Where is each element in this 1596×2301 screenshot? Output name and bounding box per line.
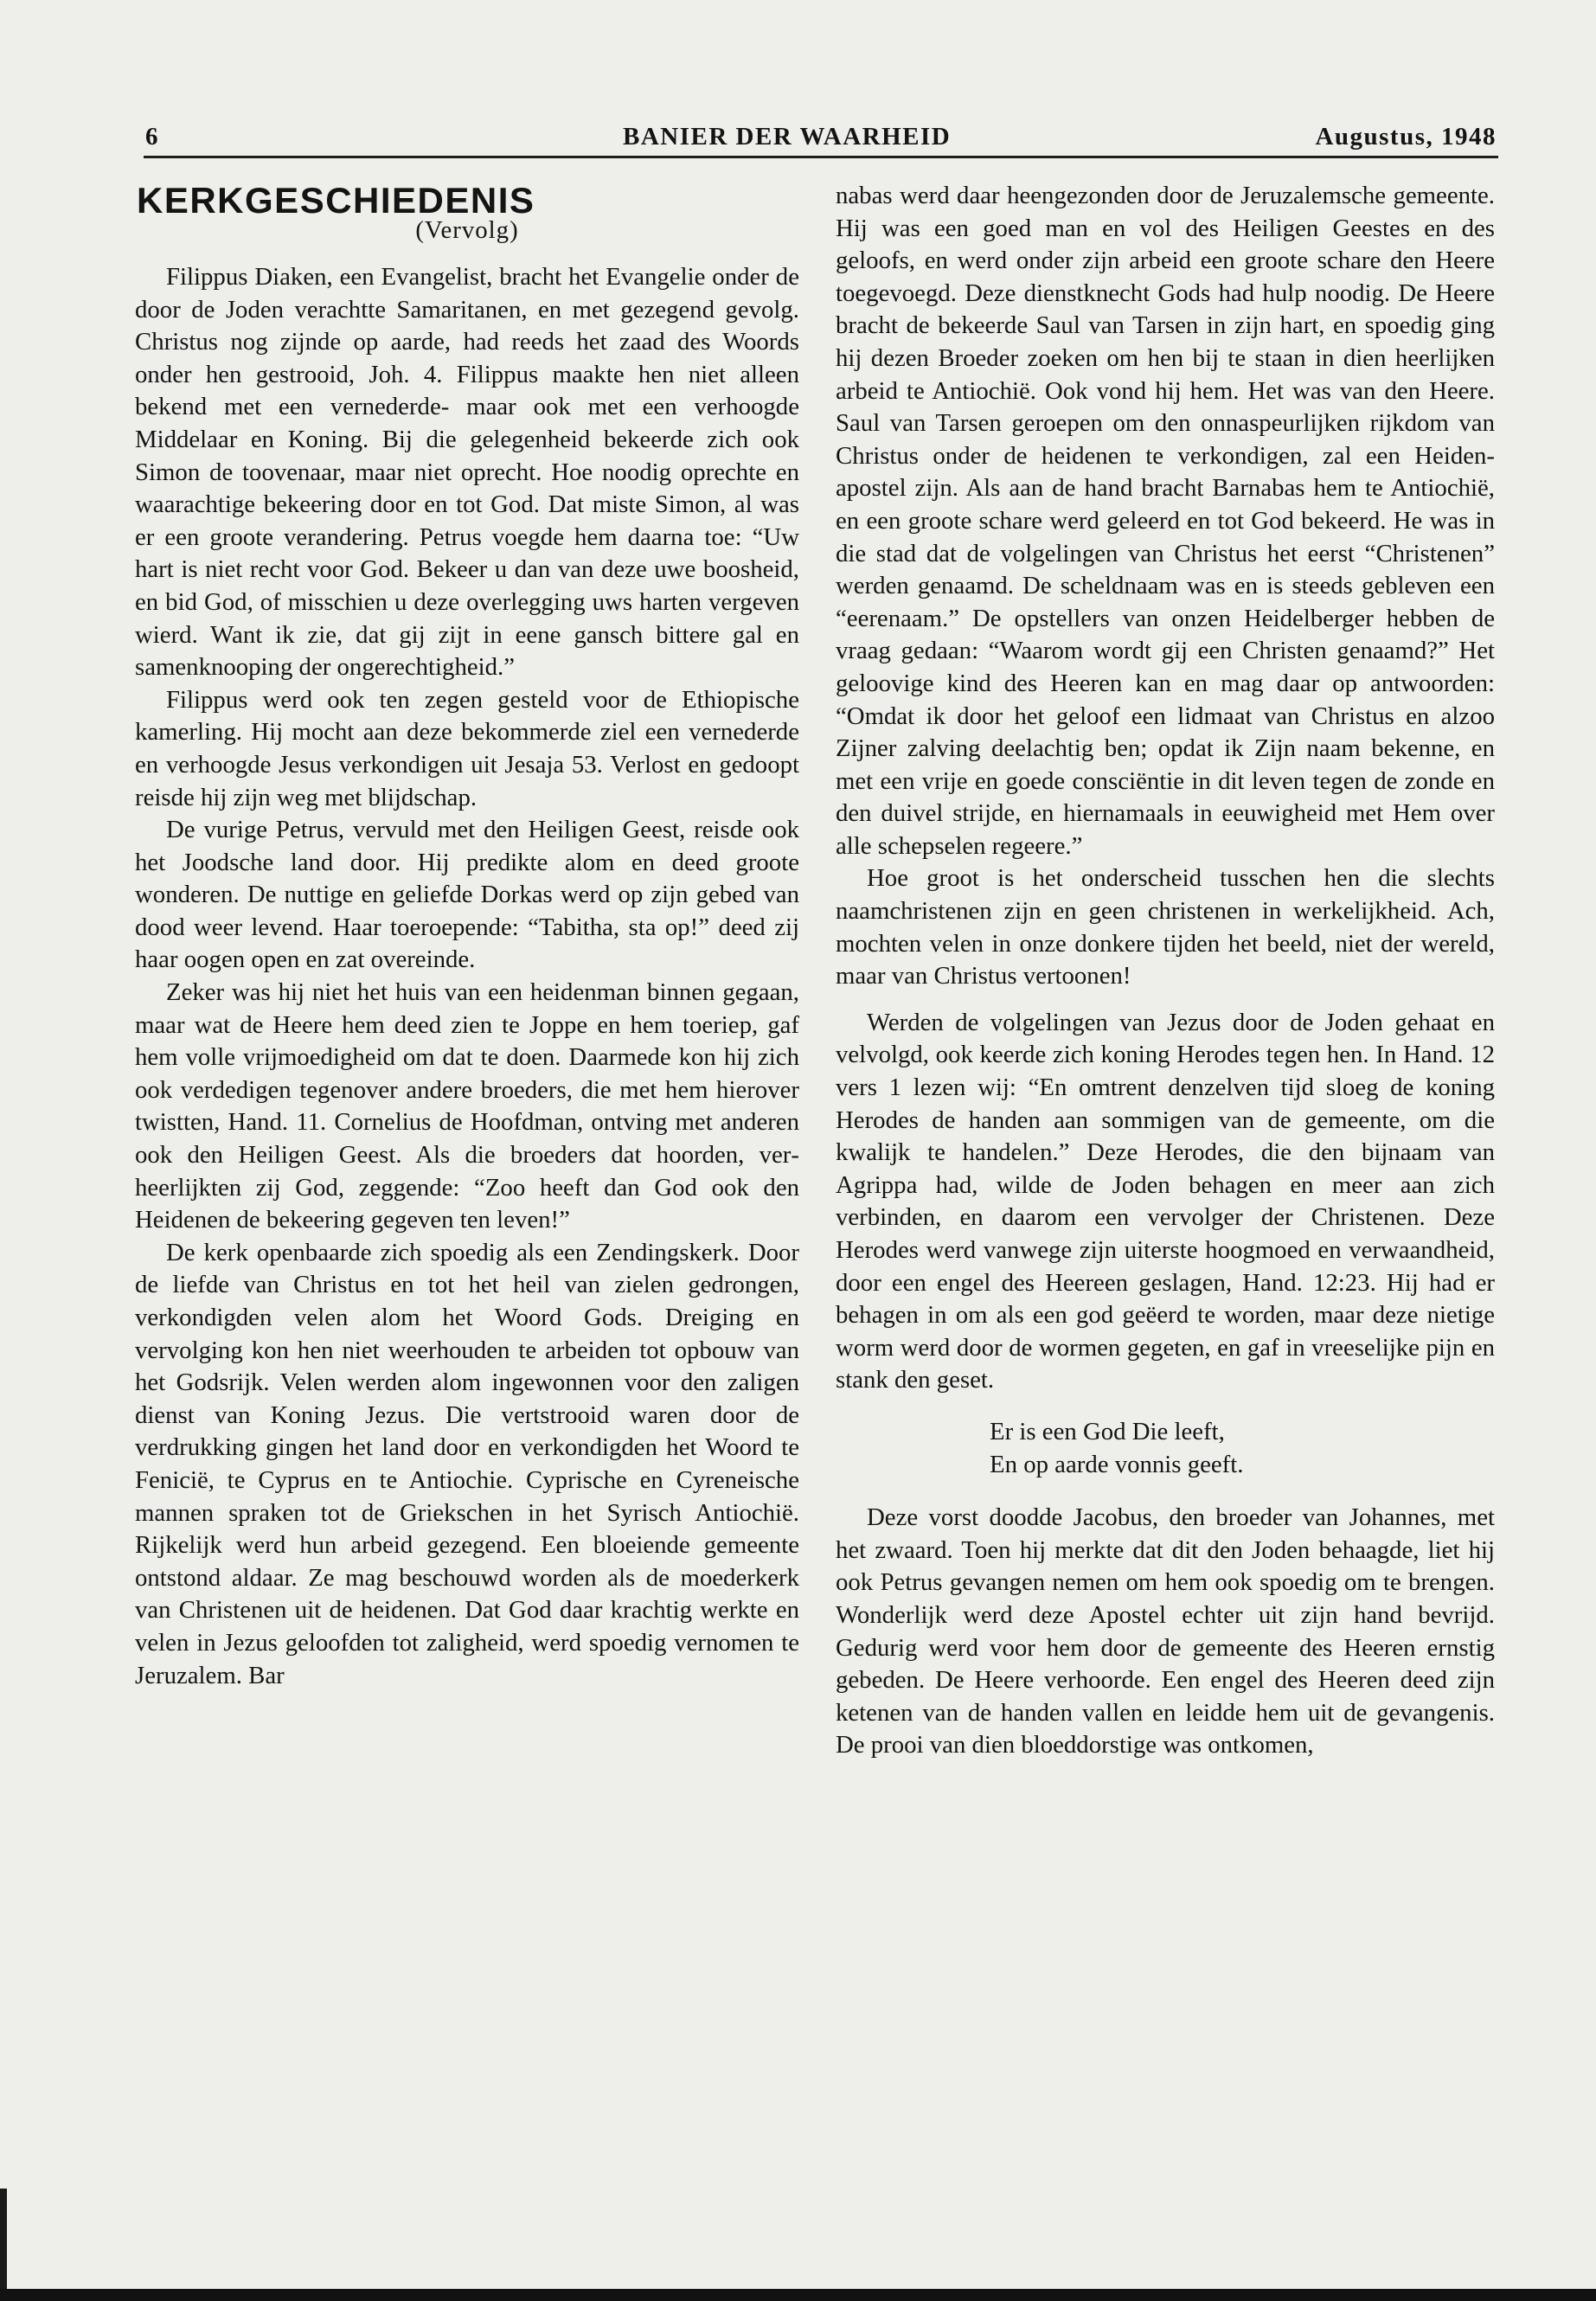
paragraph: Hoe groot is het onderscheid tusschen hen die slechts naamchristenen zijn en geen christenen in werkelijkheid. Ach, mochten velen in onze donkere tijden het beeld, niet der wereld, maar van Christus vertoonen! [836, 864, 1495, 990]
left-column [135, 261, 799, 1692]
paragraph: Zeker was hij niet het huis van een heidenman binnen gegaan, maar wat de Heere hem deed zien te Joppe en hem toeriep, gaf hem volle vrijmoedigheid om dat te doen. Daarmede kon hij zich ook verdedigen tegenover andere broeders, die met hem hierover twistten, Hand. 11. Cornelius de Hoofdman, ontving met anderen ook den Heiligen Geest. Als die broeders dat hoorden, verheerlijkten zij God, zeggende: “Zoo heeft dan God ook den Heidenen de bekeering gegeven ten leven!” [135, 978, 799, 1234]
paragraph: Filippus werd ook ten zegen gesteld voor de Ethiopische kamerling. Hij mocht aan deze bekommerde ziel een vernederde en verhoogde Jesus verkondigen uit Jesaja 53. Verlost en gedoopt reisde hij zijn weg met blijdschap. [135, 685, 799, 811]
scan-edge-left [0, 2189, 7, 2301]
paragraph: Filippus Diaken, een Evangelist, bracht het Evangelie onder de door de Joden verachtte Samaritanen, en met gezegend gevolg. Christus nog zijnde op aarde, had reeds het zaad des Woords onder hen gestrooid, Joh. 4. Filippus maakte hen niet alleen bekend met een vernederde- maar ook met een verhoogde Middelaar en Koning. Bij die gelegenheid bekeerde zich ook Simon de toovenaar, maar niet oprecht. Hoe noodig oprechte en waarachtige bekeering door en tot God. Dat miste Simon, al was er een groote verandering. Petrus voegde hem daarna toe: “Uw hart is niet recht voor God. Bekeer u dan van deze uwe boosheid, en bid God, of misschien u deze overlegging uws harten vergeven wierd. Want ik zie, dat gij zijt in eene gansch bittere gal en samenknooping der ongerechtigheid.” [135, 263, 799, 682]
poem-line: En op aarde vonnis geeft. [990, 1450, 1244, 1478]
article-subtitle: (Vervolg) [415, 216, 519, 244]
issue-date: Augustus, 1948 [1315, 123, 1497, 151]
paragraph: Werden de volgelingen van Jezus door de Joden gehaat en velvolgd, ook keerde zich koning Herodes tegen hen. In Hand. 12 vers 1 lezen wij: “En omtrent denzelven tijd sloeg de koning Herodes de handen aan sommigen van de gemeente, om die kwalijk te handelen.” Deze Herodes, die den bijnaam van Agrippa had, wilde de Joden behagen en meer aan zich verbinden, en daarom een vervolger der Christenen. Deze Herodes werd vanwege zijn uiterste hoogmoed en verwaandheid, door een engel des Heereen geslagen, Hand. 12:23. Hij had er behagen in om als een god geëerd te worden, maar deze nietige worm werd door de wormen gegeten, en gaf in vreeselijke pijn en stank den geset. [836, 1008, 1495, 1394]
paragraph: Deze vorst doodde Jacobus, den broeder van Johannes, met het zwaard. Toen hij merkte dat dit den Joden behaagde, liet hij ook Petrus gevangen nemen om hem ook spoedig om te brengen. Wonderlijk werd deze Apostel echter uit zijn hand bevrijd. Gedurig werd voor hem door de gemeente des Heeren ernstig gebeden. De Heere verhoorde. Een engel des Heeren deed zijn ketenen van de handen vallen en leidde hem uit de gevangenis. De prooi van dien bloeddorstige was ontkomen, [836, 1503, 1495, 1759]
paragraph: De vurige Petrus, vervuld met den Heiligen Geest, reisde ook het Joodsche land door. Hij predikte alom en deed groote wonderen. De nuttige en geliefde Dorkas werd op zijn gebed van dood weer levend. Haar toeroepende: “Tabitha, sta op!” deed zij haar oogen open en zat overeinde. [135, 816, 799, 974]
header-rule [144, 156, 1498, 158]
page-number: 6 [145, 123, 159, 151]
scan-edge-bottom [0, 2289, 1596, 2301]
poem-line: Er is een God Die leeft, [990, 1417, 1225, 1445]
page-header [145, 119, 1497, 157]
right-column [836, 180, 1495, 1762]
article-title: KERKGESCHIEDENIS [137, 180, 535, 221]
poem-quote [836, 1416, 1495, 1481]
paragraph: nabas werd daar heengezonden door de Jeruzalemsche gemeente. Hij was een goed man en vol des Heiligen Geestes en des geloofs, en werd onder zijn arbeid een groote schare den Heere toegevoegd. Deze dienstknecht Gods had hulp noodig. De Heere bracht de bekeerde Saul van Tarsen in zijn hart, en spoedig ging hij dezen Broeder zoeken om hen bij te staan in dien heerlijken arbeid te Antiochië. Ook vond hij hem. Het was van den Heere. Saul van Tarsen geroepen om den onnaspeurlijken rijkdom van Christus onder de heidenen te verkondigen, zal een Heiden-apostel zijn. Als aan de hand bracht Barnabas hem te Antiochië, en een groote schare werd geleerd en tot God bekeerd. He was in die stad dat de volgelingen van Christus het eerst “Christenen” werden genaamd. De scheldnaam was en is steeds gebleven een “eerenaam.” De opstellers van onzen Heidelberger hebben de vraag gedaan: “Waarom wordt gij een Christen genaamd?” Het geloovige kind des Heeren kan en mag daar op antwoorden: “Omdat ik door het geloof een lidmaat van Christus en alzoo Zijner zalving deelachtig ben; opdat ik Zijn naam bekenne, en met een vrije en goede consciëntie in dit leven tegen de zonde en den duivel strijde, en hiernamaals in eeuwigheid met Hem over alle schepselen regeere.” [836, 182, 1495, 860]
publication-title: BANIER DER WAARHEID [623, 123, 952, 151]
paragraph: De kerk openbaarde zich spoedig als een Zendingskerk. Door de liefde van Christus en tot het heil van zielen gedrongen, verkondigden velen alom het Woord Gods. Dreiging en vervolging kon hen niet weerhouden te arbeiden tot opbouw van het Godsrijk. Velen werden alom ingewonnen voor den zaligen dienst van Koning Jezus. Die vertstrooid waren door de verdrukking gingen het land door en verkondigden het Woord te Fenicië, te Cyprus en te Antiochie. Cyprische en Cyreneische mannen spraken tot de Griekschen in het Syrisch Antiochië. Rijkelijk werd hun arbeid gezegend. Een bloeiende gemeente ontstond aldaar. Ze mag beschouwd worden als de moederkerk van Christenen uit de heidenen. Dat God daar krachtig werkte en velen in Jezus geloofden tot zaligheid, werd spoedig vernomen te Jeruzalem. Bar [135, 1238, 799, 1689]
